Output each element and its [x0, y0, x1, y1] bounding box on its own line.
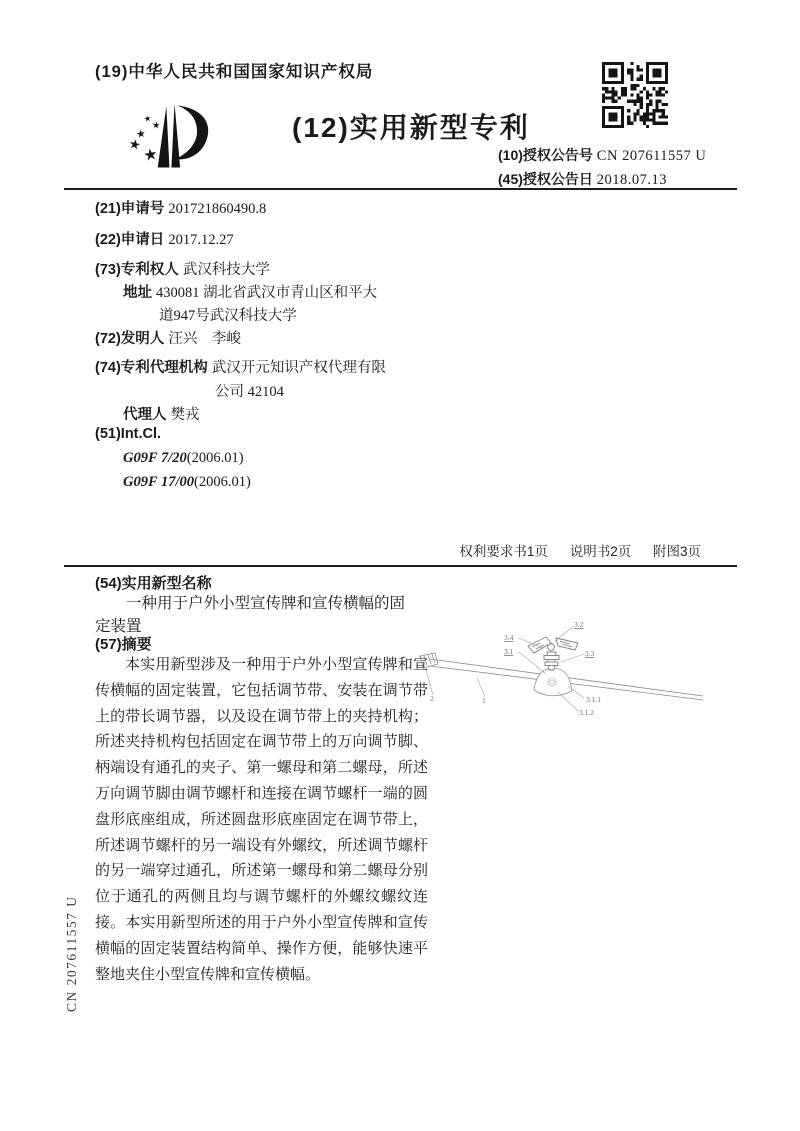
application-number-label: (21)申请号	[95, 201, 165, 217]
figure-label-3-1: 3.1	[504, 647, 514, 656]
claims-pages: 权利要求书1页	[459, 544, 548, 559]
issuing-office-name: (19)中华人民共和国国家知识产权局	[95, 63, 374, 81]
intcl-row	[95, 426, 161, 442]
pages-summary	[95, 540, 701, 560]
agency-line-2	[215, 380, 284, 401]
figure-label-3-4: 3.4	[504, 633, 514, 642]
address-line-2	[159, 304, 297, 325]
bibliographic-section	[95, 197, 455, 497]
agency-value-line2: 公司 42104	[215, 384, 284, 400]
address-line-1	[123, 281, 377, 302]
application-number-row	[95, 197, 266, 218]
publication-date-value: 2018.07.13	[596, 172, 668, 188]
figure-label-3-3: 3.3	[585, 649, 595, 658]
figure-label-1: 1	[482, 696, 486, 705]
patentee-row	[95, 258, 270, 279]
side-publication-code: CN 207611557 U	[64, 895, 79, 1012]
abstract-text: 本实用新型涉及一种用于户外小型宣传牌和宣传横幅的固定装置，它包括调节带、安装在调节带上的带长调节器，以及设在调节带上的夹持机构；所述夹持机构包括固定在调节带上的万向调节脚、柄端设有通孔的夹子、第一螺母和第二螺母，所述万向调节脚由调节螺杆和连接在调节螺杆一端的圆盘形底座组成，所述圆盘形底座固定在调节带上，所述调节螺杆的另一端设有外螺纹，所述调节螺杆的另一端穿过通孔，所述第一螺母和第二螺母分别位于通孔的两侧且均与调节螺杆的外螺纹螺纹连接。本实用新型所述的用于户外小型宣传牌和宣传横幅的固定装置结构简单、操作方便，能够快速平整地夹住小型宣传牌和宣传横幅。	[95, 657, 428, 983]
publication-number-value: CN 207611557 U	[596, 148, 707, 164]
description-pages: 说明书2页	[569, 544, 632, 559]
figure-label-3-2: 3.2	[574, 620, 584, 629]
intcl-class-2: G09F 17/00	[123, 474, 195, 490]
section-divider	[64, 565, 737, 567]
agent-label: 代理人	[123, 407, 167, 423]
agency-row	[95, 356, 386, 377]
patentee-value: 武汉科技大学	[182, 262, 270, 278]
figure-label-3-1-1: 3.1.1	[586, 695, 601, 704]
intcl-version-1: (2006.01)	[186, 450, 244, 466]
inventors-label: (72)发明人	[95, 331, 165, 347]
address-value-line1: 430081 湖北省武汉市青山区和平大	[156, 285, 378, 301]
application-date-label: (22)申请日	[95, 232, 165, 248]
address-value-line2: 道947号武汉科技大学	[159, 308, 297, 324]
agency-value-line1: 武汉开元知识产权代理有限	[211, 360, 386, 376]
agency-label: (74)专利代理机构	[95, 360, 208, 376]
patentee-label: (73)专利权人	[95, 262, 179, 278]
patent-title: 一种用于户外小型宣传牌和宣传横幅的固定装置	[95, 595, 406, 635]
publication-date-label: (45)授权公告日	[498, 171, 593, 187]
title-section-label: (54)实用新型名称	[95, 575, 212, 592]
inventors-row	[95, 327, 241, 348]
figure-label-3-1-2: 3.1.2	[579, 708, 594, 717]
publication-number-label: (10)授权公告号	[498, 147, 593, 163]
application-date-value: 2017.12.27	[168, 232, 234, 248]
intcl-entry-1	[123, 450, 244, 467]
qr-code	[601, 62, 669, 128]
inventors-value: 汪兴 李峻	[168, 331, 241, 347]
intcl-version-2: (2006.01)	[194, 474, 251, 490]
application-date-row	[95, 228, 234, 249]
header-divider	[64, 188, 737, 190]
sipo-logo	[120, 93, 227, 183]
intcl-label: (51)Int.Cl.	[95, 426, 162, 442]
abstract-section-label: (57)摘要	[95, 636, 152, 653]
agent-value: 樊戎	[170, 407, 200, 423]
agent-row	[123, 403, 200, 424]
application-number-value: 201721860490.8	[168, 201, 267, 217]
patent-figure	[418, 612, 740, 760]
address-label: 地址	[123, 285, 152, 301]
drawings-pages: 附图3页	[652, 544, 701, 559]
publication-number-row	[498, 145, 706, 165]
intcl-entry-2	[123, 474, 251, 491]
figure-label-2: 2	[430, 694, 434, 703]
intcl-class-1: G09F 7/20	[123, 450, 187, 466]
document-type-title: (12)实用新型专利	[292, 112, 530, 143]
publication-date-row	[498, 169, 667, 189]
